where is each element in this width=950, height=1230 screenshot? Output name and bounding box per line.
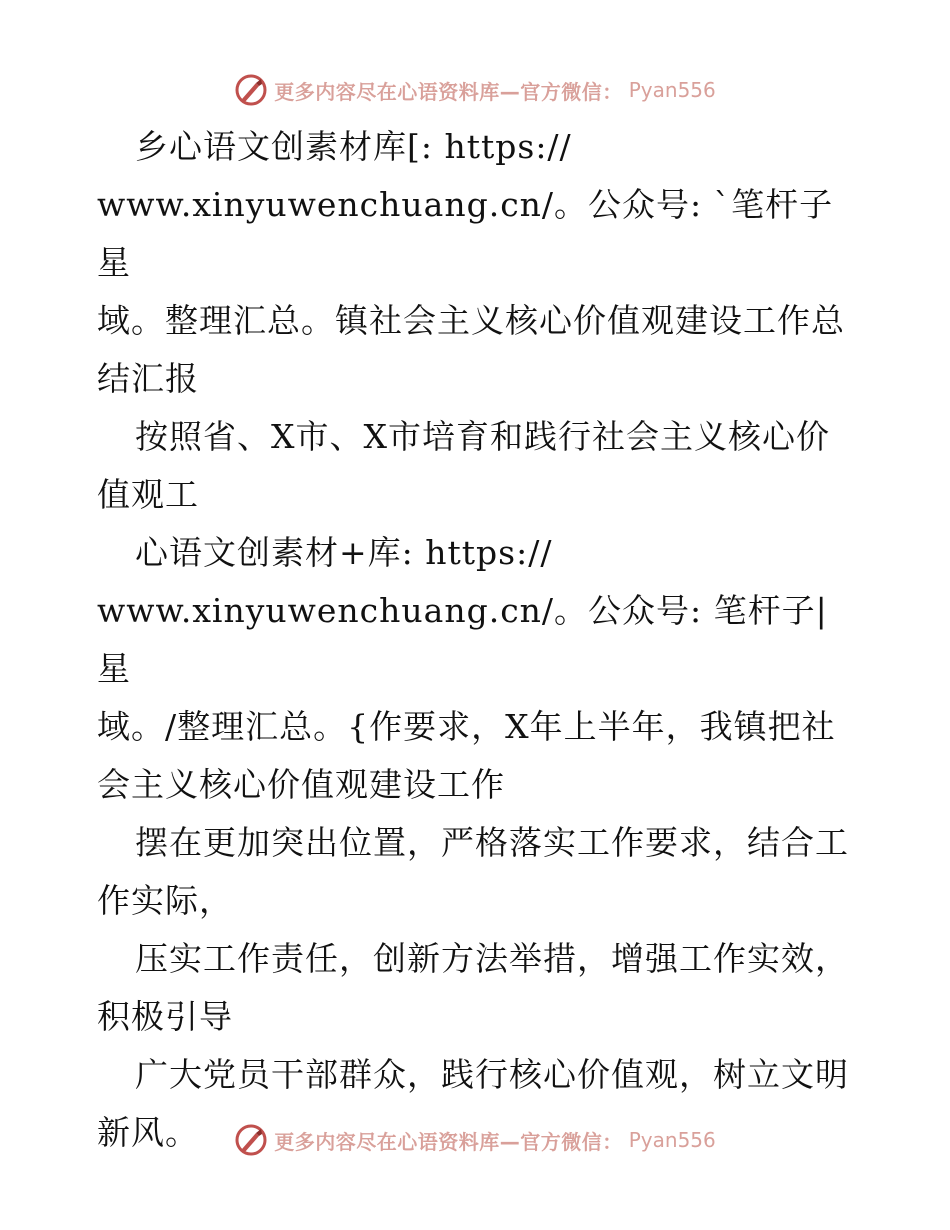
paragraph-line: 广大党员干部群众，践行核心价值观，树立文明 — [135, 1055, 849, 1094]
paragraph-4 — [97, 814, 857, 930]
paragraph-2 — [97, 408, 857, 524]
paragraph-line: 域。整理汇总。镇社会主义核心价值观建设工作总 — [97, 301, 845, 340]
paragraph-line: 乡心语文创素材库[: https:// — [135, 127, 572, 166]
paragraph-5 — [97, 930, 857, 1046]
header-banner — [0, 70, 950, 110]
paragraph-line: 作实际， — [97, 881, 233, 920]
paragraph-line: 摆在更加突出位置，严格落实工作要求，结合工 — [135, 823, 849, 862]
paragraph-line: 压实工作责任，创新方法举措，增强工作实效， — [135, 939, 849, 978]
banner-wechat-id: Pyan556 — [628, 78, 716, 102]
paragraph-line: 积极引导 — [97, 997, 233, 1036]
paragraph-line: 域。/整理汇总。{作要求，X年上半年，我镇把社 — [97, 707, 836, 746]
document-body — [97, 118, 857, 1162]
pen-logo-icon — [234, 1123, 268, 1157]
banner-text: 更多内容尽在心语资料库—官方微信： — [274, 1129, 623, 1154]
banner-wechat-id: Pyan556 — [628, 1128, 716, 1152]
paragraph-line: 按照省、X市、X市培育和践行社会主义核心价 — [135, 417, 830, 456]
paragraph-line: 新风。 — [97, 1113, 199, 1152]
paragraph-line: www.xinyuwenchuang.cn/。公众号: `笔杆子星 — [97, 185, 834, 282]
paragraph-1 — [97, 118, 857, 408]
paragraph-line: 值观工 — [97, 475, 199, 514]
paragraph-line: 心语文创素材+库: https:// — [135, 533, 553, 572]
footer-banner — [0, 1120, 950, 1160]
paragraph-line: www.xinyuwenchuang.cn/。公众号: 笔杆子|星 — [97, 591, 828, 688]
paragraph-line: 会主义核心价值观建设工作 — [97, 765, 505, 804]
banner-text: 更多内容尽在心语资料库—官方微信： — [274, 79, 623, 104]
paragraph-line: 结汇报 — [97, 359, 199, 398]
paragraph-3 — [97, 524, 857, 814]
pen-logo-icon — [234, 73, 268, 107]
